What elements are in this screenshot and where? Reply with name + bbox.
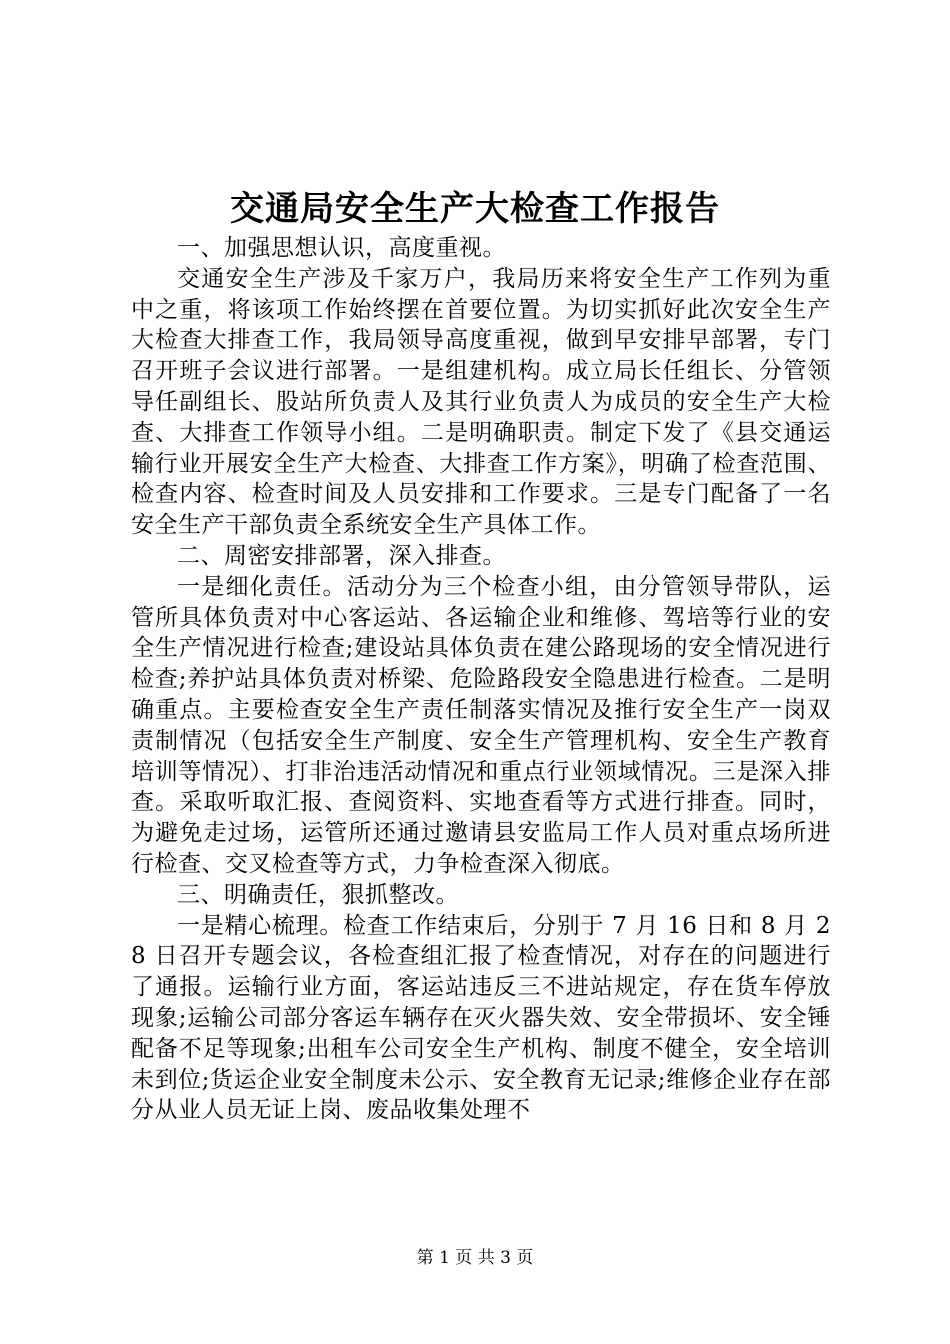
section-heading-3: 三、明确责任，狠抓整改。 — [177, 881, 459, 908]
document-title: 交通局安全生产大检查工作报告 — [230, 189, 720, 229]
document-body — [131, 233, 831, 1126]
section-paragraph-2: 一是细化责任。活动分为三个检查小组，由分管领导带队，运管所具体负责对中心客运站、各运输企业和维修、驾培等行业的安全生产情况进行检查;建设站具体负责在建公路现场的安全情况进行检查;养护站具体负责对桥梁、危险路段安全隐患进行检查。二是明确重点。主要检查安全生产责任制落实情况及推行安全生产一岗双责制情况（包括安全生产制度、安全生产管理机构、安全生产教育培训等情况）、打非治违活动情况和重点行业领域情况。三是深入排查。采取听取汇报、查阅资料、实地查看等方式进行排查。同时，为避免走过场，运管所还通过邀请县安监局工作人员对重点场所进行检查、交叉检查等方式，力争检查深入彻底。 — [131, 573, 831, 877]
section-paragraph-3: 一是精心梳理。检查工作结束后，分别于 7 月 16 日和 8 月 28 日召开专题会议，各检查组汇报了检查情况，对存在的问题进行了通报。运输行业方面，客运站违反三不进站规定，存在货车停放现象;运输公司部分客运车辆存在灭火器失效、安全带损坏、安全锤配备不足等现象;出租车公司安全生产机构、制度不健全，安全培训未到位;货运企业安全制度未公示、安全教育无记录;维修企业存在部分从业人员无证上岗、废品收集处理不 — [131, 912, 831, 1124]
section-heading-2: 二、周密安排部署，深入排查。 — [177, 542, 506, 569]
page-number-footer: 第 1 页 共 3 页 — [416, 1248, 534, 1268]
section-paragraph-1: 交通安全生产涉及千家万户，我局历来将安全生产工作列为重中之重，将该项工作始终摆在首要位置。为切实抓好此次安全生产大检查大排查工作，我局领导高度重视，做到早安排早部署，专门召开班子会议进行部署。一是组建机构。成立局长任组长、分管领导任副组长、股站所负责人及其行业负责人为成员的安全生产大检查、大排查工作领导小组。二是明确职责。制定下发了《县交通运输行业开展安全生产大检查、大排查工作方案》，明确了检查范围、检查内容、检查时间及人员安排和工作要求。三是专门配备了一名安全生产干部负责全系统安全生产具体工作。 — [131, 265, 831, 539]
section-heading-1: 一、加强思想认识，高度重视。 — [177, 235, 506, 261]
